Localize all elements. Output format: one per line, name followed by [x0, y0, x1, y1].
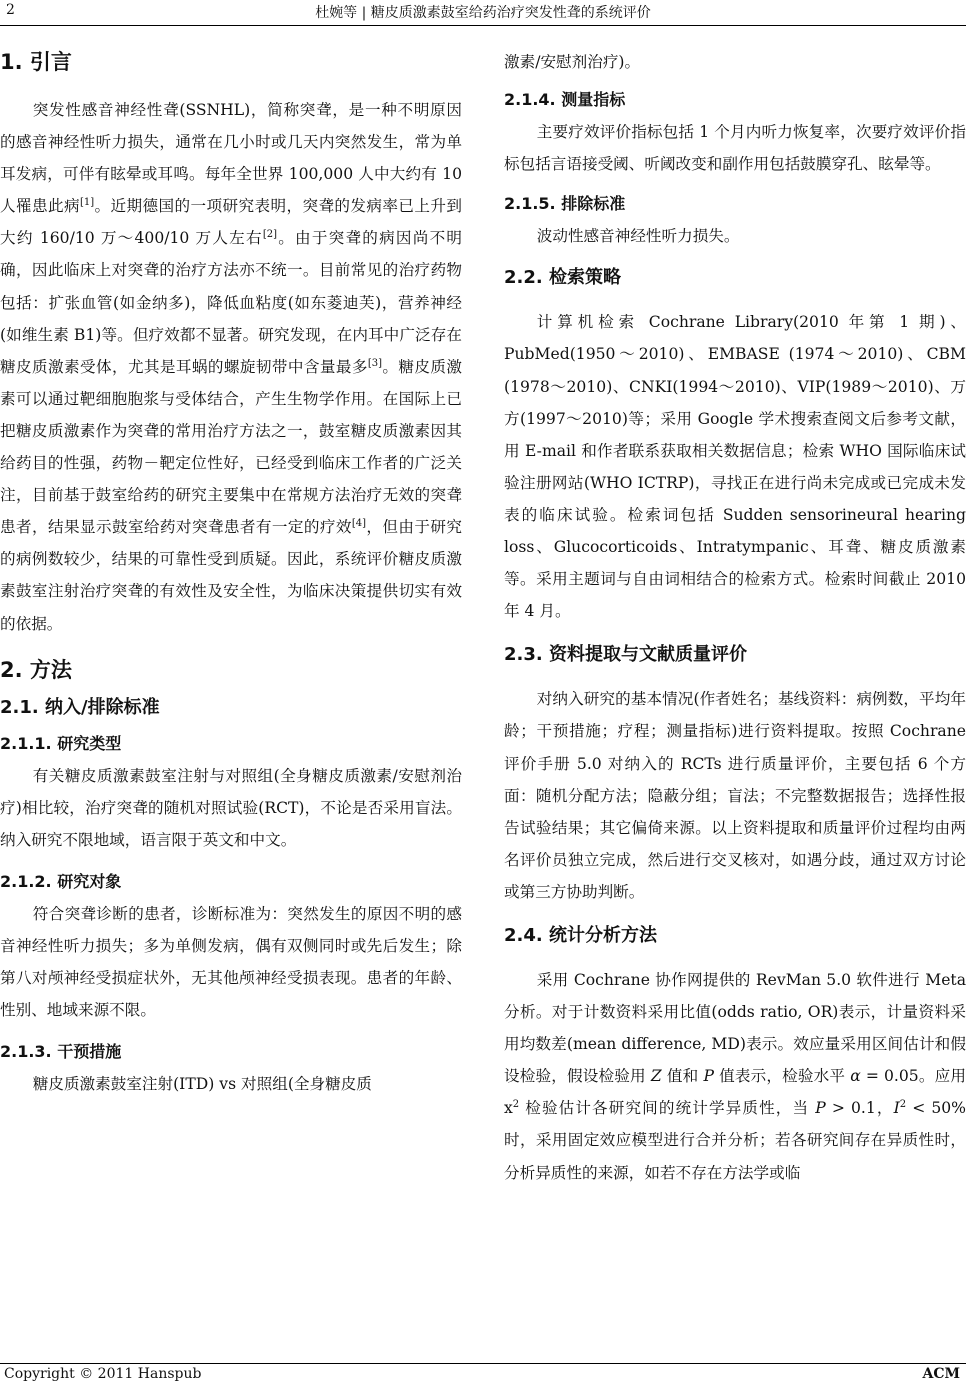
body-paragraph: 有关糖皮质激素鼓室注射与对照组(全身糖皮质激素/安慰剂治疗)相比较，治疗突聋的随机对照试验(RCT)，不论是否采用盲法。纳入研究不限地域，语言限于英文和中文。: [0, 766, 462, 849]
left-column: [0, 38, 462, 1100]
subsection-heading: 2.2. 检索策略: [504, 267, 621, 289]
subsubsection-heading: 2.1.4. 测量指标: [504, 90, 626, 110]
citation-ref[interactable]: [3]: [367, 357, 383, 369]
body-paragraph: 激素/安慰剂治疗)。: [504, 53, 641, 71]
subsubsection-heading: 2.1.1. 研究类型: [0, 733, 122, 753]
publisher-mark: ACM: [922, 1366, 960, 1382]
subsubsection-heading: 2.1.5. 排除标准: [504, 194, 626, 214]
body-paragraph: 符合突聋诊断的患者，诊断标准为：突然发生的原因不明的感音神经性听力损失；多为单侧发病，偶有双侧同时或先后发生；除第八对颅神经受损症状外，无其他颅神经受损表现。患者的年龄、性别、地域来源不限。: [0, 904, 462, 1020]
header-rule: [0, 25, 966, 26]
citation-ref[interactable]: [1]: [79, 197, 95, 209]
body-paragraph: 波动性感音神经性听力损失。: [536, 227, 740, 246]
citation-ref[interactable]: [4]: [351, 518, 367, 530]
running-title: 杜婉等 | 糖皮质激素鼓室给药治疗突发性聋的系统评价: [315, 5, 651, 21]
citation-ref[interactable]: [2]: [262, 229, 277, 241]
body-paragraph: 计算机检索 Cochrane Library(2010 年第 1 期)、PubMed(1950～2010)、EMBASE (1974～2010)、CBM (1978～2010)、CNKI(1994～2010)、VIP(1989～2010)、万方(1997～2010)等；采用 Google 学术搜索查阅文后参考文献，用 E-mail 和作者联系获取相关数据信息；检索 WHO 国际临床试验注册网站(WHO ICTRP)，寻找正在进行尚未完成或已完成未发表的临床试验。检索词包括 Sudden sensorineural hearing loss、Glucocorticoids、Intratympanic、耳聋、糖皮质激素等。采用主题词与自由词相结合的检索方式。检索时间截止 2010 年 4 月。: [504, 313, 966, 621]
section-heading-methods: 2. 方法: [0, 657, 72, 682]
section-heading-introduction: 1. 引言: [0, 50, 72, 74]
right-column: [504, 38, 966, 1189]
body-paragraph: 采用 Cochrane 协作网提供的 RevMan 5.0 软件进行 Meta 分析。对于计数资料采用比值(odds ratio, OR)表示，计量资料采用均数差(mean difference, MD)表示。效应量采用区间估计和假设检验，假设检验用 Z 值和 P 值表示，检验水平 α = 0.05。应用 x$^2$ 检验估计各研究间的统计学异质性，当 P > 0.1，I$^2$ < 50%时，采用固定效应模型进行合并分析；若各研究间存在异质性时，分析异质性的来源，如若不存在方法学或临: [504, 970, 966, 1182]
introduction-paragraph: 突发性感音神经性聋(SSNHL)，简称突聋，是一种不明原因的感音神经性听力损失，通常在几小时或几天内突然发生，常为单耳发病，可伴有眩晕或耳鸣。每年全世界 100,000 人中大约有 10 人罹患此病[1]。近期德国的一项研究表明，突聋的发病率已上升到大约 160/10 万～400/10 万人左右[2]。由于突聋的病因尚不明确，因此临床上对突聋的治疗方法亦不统一。目前常见的治疗药物包括：扩张血管(如金纳多)，降低血粘度(如东菱迪芙)，营养神经(如维生素 B1)等。但疗效都不显著。研究发现，在内耳中广泛存在糖皮质激素受体，尤其是耳蜗的螺旋韧带中含量最多[3]。糖皮质激素可以通过靶细胞胞浆与受体结合，产生生物学作用。在国际上已把糖皮质激素作为突聋的常用治疗方法之一，鼓室糖皮质激素因其给药目的性强，药物－靶定位性好，已经受到临床工作者的广泛关注，目前基于鼓室给药的研究主要集中在常规方法治疗无效的突聋患者，结果显示鼓室给药对突聋患者有一定的疗效[4]，但由于研究的病例数较少，结果的可靠性受到质疑。因此，系统评价糖皮质激素鼓室注射治疗突聋的有效性及安全性，为临床决策提供切实有效的依据。: [0, 101, 462, 633]
subsection-heading: 2.4. 统计分析方法: [504, 924, 657, 946]
subsection-heading: 2.3. 资料提取与文献质量评价: [504, 644, 747, 666]
subsubsection-heading: 2.1.2. 研究对象: [0, 871, 122, 891]
copyright-notice: Copyright © 2011 Hanspub: [4, 1366, 202, 1382]
footer-rule: [0, 1363, 966, 1364]
body-paragraph: 对纳入研究的基本情况(作者姓名；基线资料：病例数，平均年龄；干预措施；疗程；测量指标)进行资料提取。按照 Cochrane 评价手册 5.0 对纳入的 RCTs 进行质量评价，主要包括 6 个方面：随机分配方法；隐蔽分组；盲法；不完整数据报告；选择性报告试验结果；其它偏倚来源。以上资料提取和质量评价过程均由两名评价员独立完成，然后进行交叉核对，如遇分歧，通过双方讨论或第三方协助判断。: [504, 690, 966, 901]
body-paragraph: 主要疗效评价指标包括 1 个月内听力恢复率，次要疗效评价指标包括言语接受阈、听阈改变和副作用包括鼓膜穿孔、眩晕等。: [504, 123, 966, 174]
body-paragraph: 糖皮质激素鼓室注射(ITD) vs 对照组(全身糖皮质: [32, 1075, 372, 1094]
page-number: 2: [6, 2, 15, 18]
subsection-heading: 2.1. 纳入/排除标准: [0, 696, 160, 718]
subsubsection-heading: 2.1.3. 干预措施: [0, 1042, 122, 1062]
